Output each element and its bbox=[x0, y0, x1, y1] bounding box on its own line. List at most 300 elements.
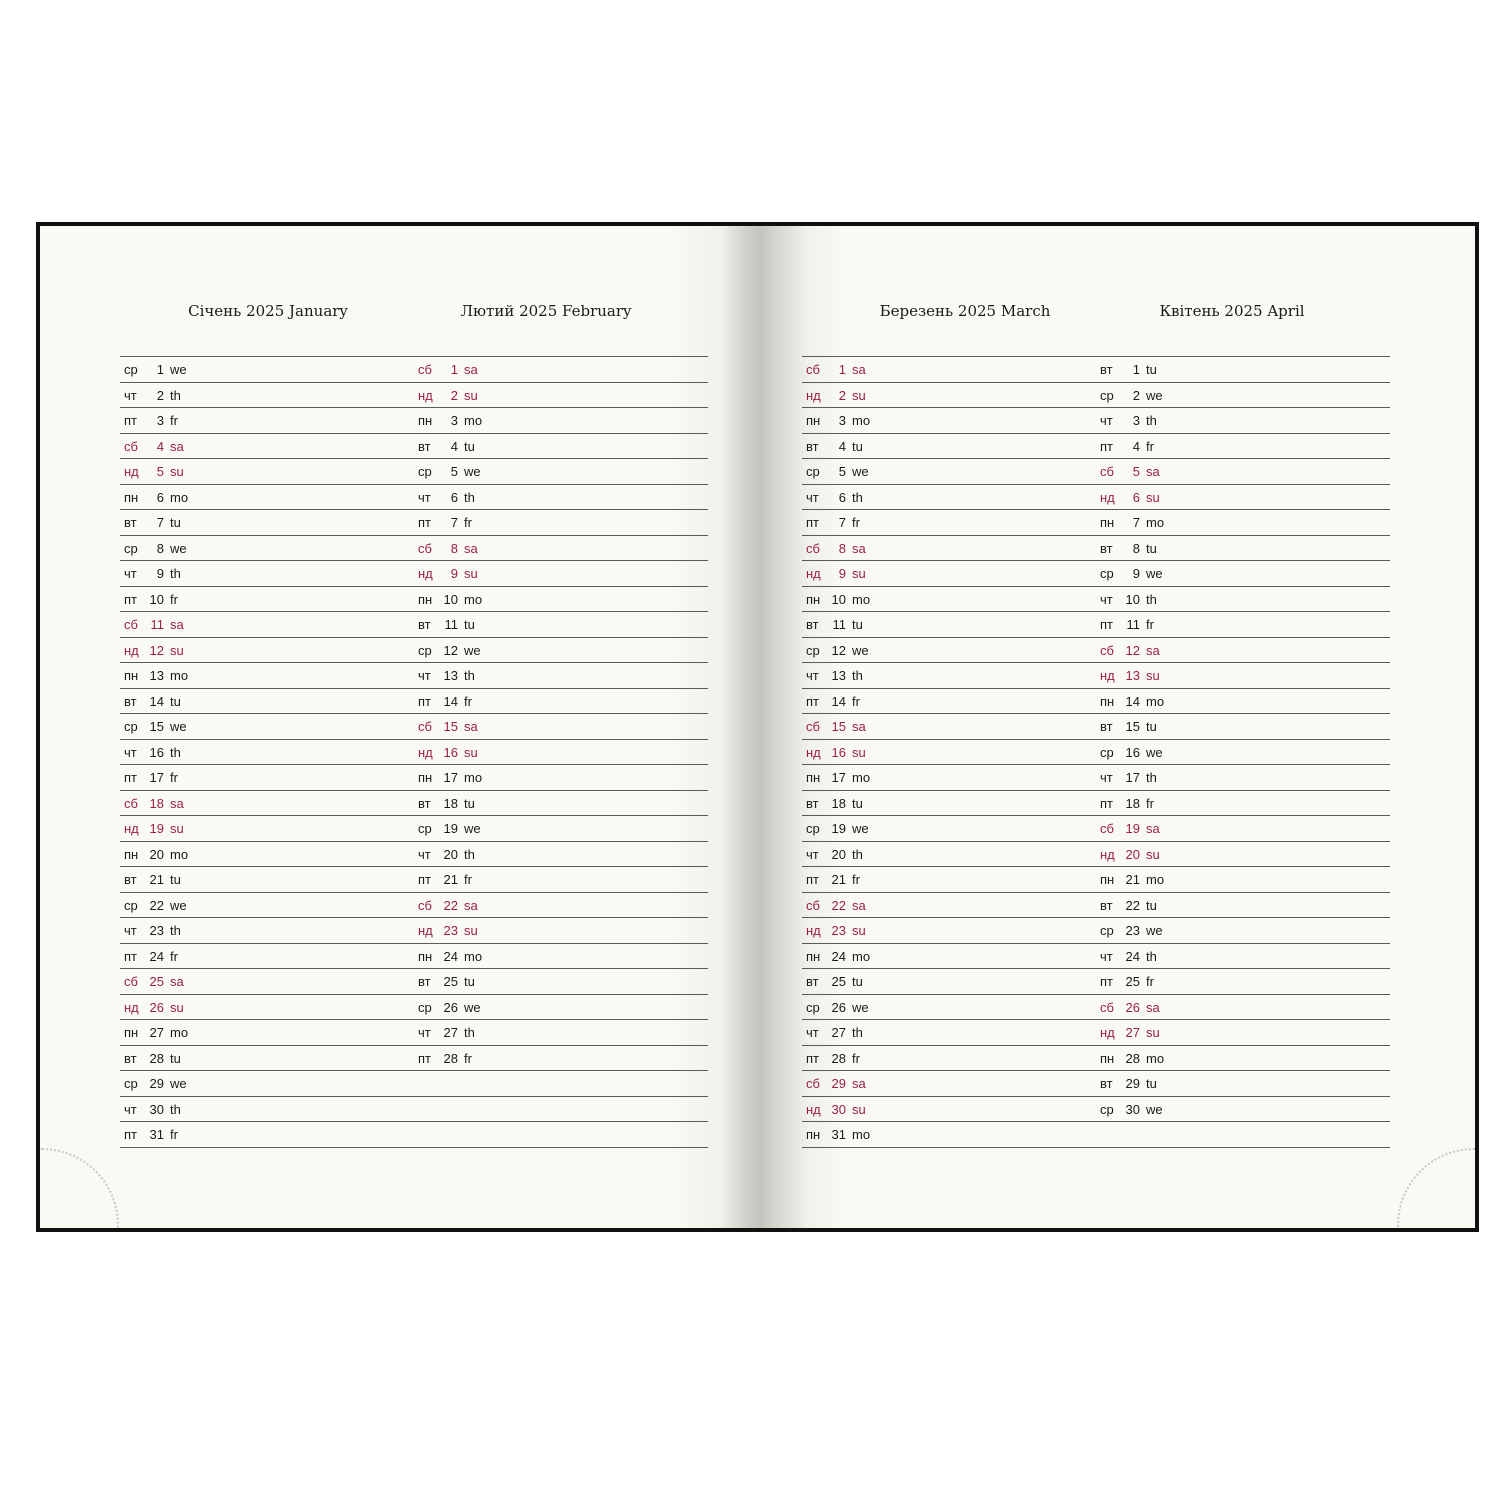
rule-line bbox=[802, 790, 1390, 791]
day-number: 13 bbox=[1125, 668, 1140, 683]
rule-line bbox=[802, 917, 1390, 918]
weekday-en: sa bbox=[464, 897, 478, 913]
weekday-en: mo bbox=[464, 948, 483, 964]
weekday-ua: вт bbox=[1100, 897, 1113, 913]
rule-line bbox=[802, 637, 1390, 638]
day-number: 26 bbox=[443, 999, 458, 1015]
day-number: 23 bbox=[831, 923, 846, 938]
day-number: 28 bbox=[149, 1050, 164, 1066]
rule-line bbox=[802, 688, 1390, 689]
weekday-ua: сб bbox=[806, 719, 820, 734]
day-number: 12 bbox=[149, 642, 164, 658]
weekday-en: we bbox=[1146, 566, 1163, 581]
rule-line bbox=[802, 407, 1390, 408]
weekday-ua: пн bbox=[124, 1025, 139, 1040]
weekday-en: mo bbox=[1146, 693, 1165, 709]
weekday-en: we bbox=[170, 897, 187, 913]
weekday-en: mo bbox=[852, 948, 871, 964]
day-number: 2 bbox=[156, 387, 164, 403]
rule-line bbox=[120, 586, 708, 587]
day-number: 20 bbox=[443, 846, 458, 862]
weekday-en: fr bbox=[1146, 617, 1154, 632]
rule-line bbox=[120, 994, 708, 995]
weekday-ua: вт bbox=[1100, 362, 1113, 377]
rule-line bbox=[120, 1096, 708, 1097]
day-number: 9 bbox=[450, 566, 458, 581]
weekday-en: tu bbox=[1146, 1076, 1157, 1091]
weekday-en: sa bbox=[852, 719, 866, 734]
day-number: 1 bbox=[838, 362, 846, 377]
weekday-ua: сб bbox=[806, 362, 820, 377]
day-number: 28 bbox=[1125, 1050, 1140, 1066]
weekday-en: sa bbox=[170, 795, 184, 811]
day-number: 8 bbox=[838, 540, 846, 556]
day-number: 12 bbox=[1125, 642, 1140, 658]
weekday-ua: сб bbox=[418, 540, 432, 556]
day-number: 19 bbox=[443, 821, 458, 836]
day-number: 3 bbox=[156, 413, 164, 428]
day-number: 21 bbox=[443, 872, 458, 887]
weekday-ua: пн bbox=[806, 770, 821, 785]
weekday-en: tu bbox=[852, 438, 863, 454]
weekday-ua: нд bbox=[124, 999, 139, 1015]
weekday-en: fr bbox=[852, 1050, 860, 1066]
weekday-ua: чт bbox=[418, 668, 431, 683]
rule-line bbox=[802, 433, 1390, 434]
weekday-en: su bbox=[852, 566, 866, 581]
weekday-en: tu bbox=[170, 872, 181, 887]
day-number: 17 bbox=[443, 770, 458, 785]
weekday-en: tu bbox=[464, 795, 475, 811]
weekday-ua: ср bbox=[1100, 387, 1114, 403]
weekday-ua: ср bbox=[1100, 923, 1114, 938]
weekday-en: th bbox=[170, 387, 181, 403]
rule-line bbox=[120, 356, 708, 357]
weekday-en: sa bbox=[464, 362, 478, 377]
weekday-en: we bbox=[464, 642, 481, 658]
rule-line bbox=[120, 458, 708, 459]
rule-line bbox=[802, 1070, 1390, 1071]
day-number: 27 bbox=[149, 1025, 164, 1040]
weekday-en: th bbox=[1146, 413, 1157, 428]
weekday-ua: пт bbox=[418, 515, 431, 530]
rule-line bbox=[802, 892, 1390, 893]
day-number: 11 bbox=[832, 617, 846, 632]
day-number: 4 bbox=[450, 438, 458, 454]
day-number: 30 bbox=[831, 1101, 846, 1117]
day-number: 18 bbox=[149, 795, 164, 811]
weekday-ua: пн bbox=[1100, 515, 1115, 530]
weekday-ua: сб bbox=[1100, 999, 1114, 1015]
weekday-ua: вт bbox=[124, 515, 137, 530]
day-number: 7 bbox=[156, 515, 164, 530]
rule-line bbox=[120, 866, 708, 867]
weekday-en: fr bbox=[170, 770, 178, 785]
weekday-ua: сб bbox=[806, 897, 820, 913]
weekday-en: fr bbox=[170, 948, 178, 964]
weekday-ua: вт bbox=[806, 974, 819, 989]
rule-line bbox=[802, 356, 1390, 357]
weekday-en: sa bbox=[170, 438, 184, 454]
weekday-en: we bbox=[464, 821, 481, 836]
day-number: 16 bbox=[831, 744, 846, 760]
day-number: 25 bbox=[443, 974, 458, 989]
day-number: 18 bbox=[1125, 795, 1140, 811]
weekday-en: su bbox=[852, 744, 866, 760]
open-planner-spread bbox=[36, 222, 1479, 1232]
rule-line bbox=[120, 739, 708, 740]
weekday-ua: ср bbox=[806, 999, 820, 1015]
weekday-ua: вт bbox=[418, 974, 431, 989]
day-number: 31 bbox=[831, 1127, 846, 1142]
day-number: 3 bbox=[838, 413, 846, 428]
weekday-ua: пт bbox=[124, 1127, 137, 1142]
weekday-en: fr bbox=[464, 872, 472, 887]
weekday-en: tu bbox=[1146, 897, 1157, 913]
weekday-en: sa bbox=[1146, 464, 1160, 479]
weekday-ua: сб bbox=[1100, 642, 1114, 658]
day-number: 24 bbox=[443, 948, 458, 964]
rule-line bbox=[802, 943, 1390, 944]
weekday-ua: сб bbox=[1100, 821, 1114, 836]
day-number: 22 bbox=[1125, 897, 1140, 913]
weekday-ua: пт bbox=[418, 872, 431, 887]
rule-line bbox=[802, 841, 1390, 842]
day-number: 5 bbox=[156, 464, 164, 479]
weekday-ua: чт bbox=[1100, 948, 1113, 964]
weekday-ua: нд bbox=[418, 566, 433, 581]
day-number: 11 bbox=[1126, 617, 1140, 632]
weekday-ua: пн bbox=[1100, 872, 1115, 887]
weekday-en: we bbox=[852, 642, 869, 658]
weekday-en: su bbox=[852, 1101, 866, 1117]
weekday-en: fr bbox=[464, 515, 472, 530]
day-number: 23 bbox=[149, 923, 164, 938]
weekday-en: su bbox=[464, 387, 478, 403]
weekday-en: tu bbox=[464, 974, 475, 989]
weekday-ua: вт bbox=[418, 795, 431, 811]
rule-line bbox=[802, 968, 1390, 969]
weekday-ua: чт bbox=[1100, 591, 1113, 607]
weekday-ua: нд bbox=[806, 923, 821, 938]
day-number: 28 bbox=[443, 1050, 458, 1066]
rule-line bbox=[120, 713, 708, 714]
day-number: 22 bbox=[149, 897, 164, 913]
day-number: 30 bbox=[1125, 1101, 1140, 1117]
day-number: 29 bbox=[1125, 1076, 1140, 1091]
day-number: 1 bbox=[156, 362, 164, 377]
weekday-en: fr bbox=[1146, 795, 1154, 811]
rule-line bbox=[120, 484, 708, 485]
weekday-ua: пн bbox=[418, 591, 433, 607]
day-number: 1 bbox=[1132, 362, 1140, 377]
rule-line bbox=[120, 509, 708, 510]
day-number: 19 bbox=[831, 821, 846, 836]
day-number: 24 bbox=[1125, 948, 1140, 964]
day-number: 25 bbox=[1125, 974, 1140, 989]
rule-line bbox=[802, 509, 1390, 510]
weekday-ua: сб bbox=[124, 438, 138, 454]
weekday-en: we bbox=[852, 821, 869, 836]
day-number: 20 bbox=[831, 846, 846, 862]
weekday-en: sa bbox=[1146, 642, 1160, 658]
weekday-ua: пн bbox=[1100, 693, 1115, 709]
rule-line bbox=[120, 841, 708, 842]
weekday-en: mo bbox=[1146, 1050, 1165, 1066]
weekday-ua: чт bbox=[806, 668, 819, 683]
day-number: 15 bbox=[1125, 719, 1140, 734]
day-number: 21 bbox=[831, 872, 846, 887]
rule-line bbox=[120, 611, 708, 612]
weekday-ua: ср bbox=[1100, 1101, 1114, 1117]
weekday-en: th bbox=[852, 846, 863, 862]
day-number: 27 bbox=[443, 1025, 458, 1040]
weekday-ua: ср bbox=[1100, 744, 1114, 760]
day-number: 8 bbox=[1132, 540, 1140, 556]
weekday-en: mo bbox=[852, 1127, 871, 1142]
weekday-en: we bbox=[852, 999, 869, 1015]
rule-line bbox=[120, 943, 708, 944]
day-number: 26 bbox=[149, 999, 164, 1015]
month-title-january: Січень 2025 January bbox=[188, 302, 348, 320]
day-number: 10 bbox=[149, 591, 164, 607]
weekday-ua: сб bbox=[124, 974, 138, 989]
weekday-en: mo bbox=[170, 489, 189, 505]
weekday-en: th bbox=[852, 668, 863, 683]
weekday-en: su bbox=[170, 464, 184, 479]
weekday-en: sa bbox=[170, 974, 184, 989]
rule-line bbox=[120, 382, 708, 383]
rule-line bbox=[120, 968, 708, 969]
weekday-en: tu bbox=[1146, 719, 1157, 734]
weekday-en: su bbox=[170, 999, 184, 1015]
weekday-en: tu bbox=[170, 1050, 181, 1066]
day-number: 15 bbox=[443, 719, 458, 734]
weekday-ua: пн bbox=[418, 413, 433, 428]
weekday-ua: нд bbox=[124, 464, 139, 479]
weekday-ua: ср bbox=[124, 897, 138, 913]
day-number: 21 bbox=[149, 872, 164, 887]
weekday-en: we bbox=[1146, 1101, 1163, 1117]
weekday-ua: сб bbox=[1100, 464, 1114, 479]
weekday-ua: нд bbox=[806, 744, 821, 760]
weekday-en: th bbox=[464, 1025, 475, 1040]
rule-line bbox=[120, 637, 708, 638]
weekday-en: we bbox=[1146, 387, 1163, 403]
day-number: 11 bbox=[444, 617, 458, 632]
rule-line bbox=[802, 535, 1390, 536]
weekday-ua: пн bbox=[124, 846, 139, 862]
weekday-ua: пн bbox=[806, 413, 821, 428]
rule-line bbox=[120, 1147, 708, 1148]
weekday-en: tu bbox=[1146, 362, 1157, 377]
weekday-en: mo bbox=[170, 846, 189, 862]
weekday-ua: нд bbox=[1100, 489, 1115, 505]
day-number: 21 bbox=[1125, 872, 1140, 887]
weekday-en: mo bbox=[464, 413, 483, 428]
day-number: 14 bbox=[149, 693, 164, 709]
day-number: 13 bbox=[443, 668, 458, 683]
day-number: 4 bbox=[838, 438, 846, 454]
weekday-en: we bbox=[1146, 744, 1163, 760]
weekday-ua: нд bbox=[418, 744, 433, 760]
weekday-en: th bbox=[170, 566, 181, 581]
weekday-en: tu bbox=[464, 438, 475, 454]
weekday-ua: пт bbox=[418, 1050, 431, 1066]
weekday-en: fr bbox=[170, 413, 178, 428]
weekday-en: mo bbox=[170, 668, 189, 683]
day-number: 9 bbox=[156, 566, 164, 581]
left-page-days bbox=[120, 356, 708, 1148]
weekday-ua: ср bbox=[806, 464, 820, 479]
rule-line bbox=[802, 1147, 1390, 1148]
day-number: 3 bbox=[450, 413, 458, 428]
weekday-ua: ср bbox=[124, 719, 138, 734]
weekday-en: sa bbox=[1146, 999, 1160, 1015]
weekday-ua: пт bbox=[124, 948, 137, 964]
weekday-ua: чт bbox=[806, 489, 819, 505]
weekday-en: sa bbox=[464, 719, 478, 734]
weekday-ua: сб bbox=[418, 719, 432, 734]
weekday-en: su bbox=[464, 923, 478, 938]
weekday-en: mo bbox=[1146, 872, 1165, 887]
day-number: 14 bbox=[1125, 693, 1140, 709]
rule-line bbox=[802, 484, 1390, 485]
day-number: 24 bbox=[149, 948, 164, 964]
day-number: 5 bbox=[1132, 464, 1140, 479]
weekday-en: mo bbox=[852, 770, 871, 785]
day-number: 25 bbox=[831, 974, 846, 989]
day-number: 6 bbox=[156, 489, 164, 505]
rule-line bbox=[802, 382, 1390, 383]
weekday-en: su bbox=[170, 642, 184, 658]
day-number: 6 bbox=[838, 489, 846, 505]
day-number: 19 bbox=[1125, 821, 1140, 836]
weekday-ua: пт bbox=[418, 693, 431, 709]
weekday-ua: чт bbox=[124, 1101, 137, 1117]
weekday-en: fr bbox=[852, 872, 860, 887]
day-number: 22 bbox=[831, 897, 846, 913]
weekday-en: tu bbox=[1146, 540, 1157, 556]
day-number: 15 bbox=[831, 719, 846, 734]
weekday-en: we bbox=[170, 1076, 187, 1091]
day-number: 7 bbox=[1132, 515, 1140, 530]
weekday-en: mo bbox=[464, 591, 483, 607]
weekday-en: th bbox=[1146, 770, 1157, 785]
weekday-ua: пт bbox=[124, 591, 137, 607]
weekday-ua: пт bbox=[1100, 438, 1113, 454]
weekday-ua: сб bbox=[806, 540, 820, 556]
weekday-ua: пт bbox=[806, 1050, 819, 1066]
weekday-ua: нд bbox=[806, 387, 821, 403]
weekday-ua: нд bbox=[806, 1101, 821, 1117]
weekday-ua: вт bbox=[124, 693, 137, 709]
day-number: 13 bbox=[149, 668, 164, 683]
day-number: 27 bbox=[1125, 1025, 1140, 1040]
day-number: 5 bbox=[838, 464, 846, 479]
weekday-en: th bbox=[852, 1025, 863, 1040]
day-number: 26 bbox=[831, 999, 846, 1015]
weekday-ua: пн bbox=[124, 668, 139, 683]
rule-line bbox=[802, 994, 1390, 995]
rule-line bbox=[120, 535, 708, 536]
weekday-en: tu bbox=[170, 515, 181, 530]
day-number: 11 bbox=[150, 617, 164, 632]
weekday-en: su bbox=[1146, 489, 1160, 505]
weekday-ua: пт bbox=[124, 413, 137, 428]
day-number: 26 bbox=[1125, 999, 1140, 1015]
rule-line bbox=[802, 713, 1390, 714]
weekday-ua: пн bbox=[806, 948, 821, 964]
day-number: 30 bbox=[149, 1101, 164, 1117]
weekday-en: th bbox=[852, 489, 863, 505]
weekday-ua: вт bbox=[418, 438, 431, 454]
weekday-en: th bbox=[464, 846, 475, 862]
weekday-ua: вт bbox=[806, 617, 819, 632]
weekday-en: mo bbox=[852, 591, 871, 607]
weekday-en: we bbox=[852, 464, 869, 479]
weekday-ua: чт bbox=[124, 923, 137, 938]
day-number: 19 bbox=[149, 821, 164, 836]
weekday-ua: вт bbox=[806, 438, 819, 454]
weekday-ua: нд bbox=[418, 923, 433, 938]
weekday-ua: пт bbox=[124, 770, 137, 785]
weekday-ua: нд bbox=[418, 387, 433, 403]
rule-line bbox=[802, 1096, 1390, 1097]
weekday-ua: чт bbox=[124, 744, 137, 760]
weekday-ua: ср bbox=[806, 821, 820, 836]
day-number: 18 bbox=[831, 795, 846, 811]
day-number: 9 bbox=[838, 566, 846, 581]
weekday-en: fr bbox=[852, 693, 860, 709]
day-number: 7 bbox=[838, 515, 846, 530]
weekday-ua: пн bbox=[1100, 1050, 1115, 1066]
weekday-ua: нд bbox=[806, 566, 821, 581]
rule-line bbox=[120, 688, 708, 689]
rule-line bbox=[120, 917, 708, 918]
rule-line bbox=[120, 560, 708, 561]
rule-line bbox=[802, 611, 1390, 612]
weekday-ua: нд bbox=[124, 642, 139, 658]
weekday-en: su bbox=[852, 387, 866, 403]
weekday-ua: пн bbox=[418, 948, 433, 964]
day-number: 12 bbox=[831, 642, 846, 658]
day-number: 12 bbox=[443, 642, 458, 658]
day-number: 13 bbox=[831, 668, 846, 683]
day-number: 6 bbox=[1132, 489, 1140, 505]
weekday-en: th bbox=[170, 1101, 181, 1117]
day-number: 14 bbox=[831, 693, 846, 709]
rule-line bbox=[120, 815, 708, 816]
day-number: 28 bbox=[831, 1050, 846, 1066]
weekday-en: sa bbox=[852, 1076, 866, 1091]
weekday-en: su bbox=[1146, 1025, 1160, 1040]
weekday-ua: сб bbox=[124, 795, 138, 811]
weekday-en: th bbox=[170, 923, 181, 938]
day-number: 23 bbox=[1125, 923, 1140, 938]
weekday-ua: пн bbox=[806, 591, 821, 607]
rule-line bbox=[802, 866, 1390, 867]
weekday-ua: пт bbox=[806, 515, 819, 530]
rule-line bbox=[120, 764, 708, 765]
weekday-ua: сб bbox=[418, 362, 432, 377]
day-number: 18 bbox=[443, 795, 458, 811]
weekday-en: fr bbox=[852, 515, 860, 530]
rule-line bbox=[802, 764, 1390, 765]
day-number: 22 bbox=[443, 897, 458, 913]
weekday-ua: пн bbox=[418, 770, 433, 785]
weekday-en: we bbox=[1146, 923, 1163, 938]
